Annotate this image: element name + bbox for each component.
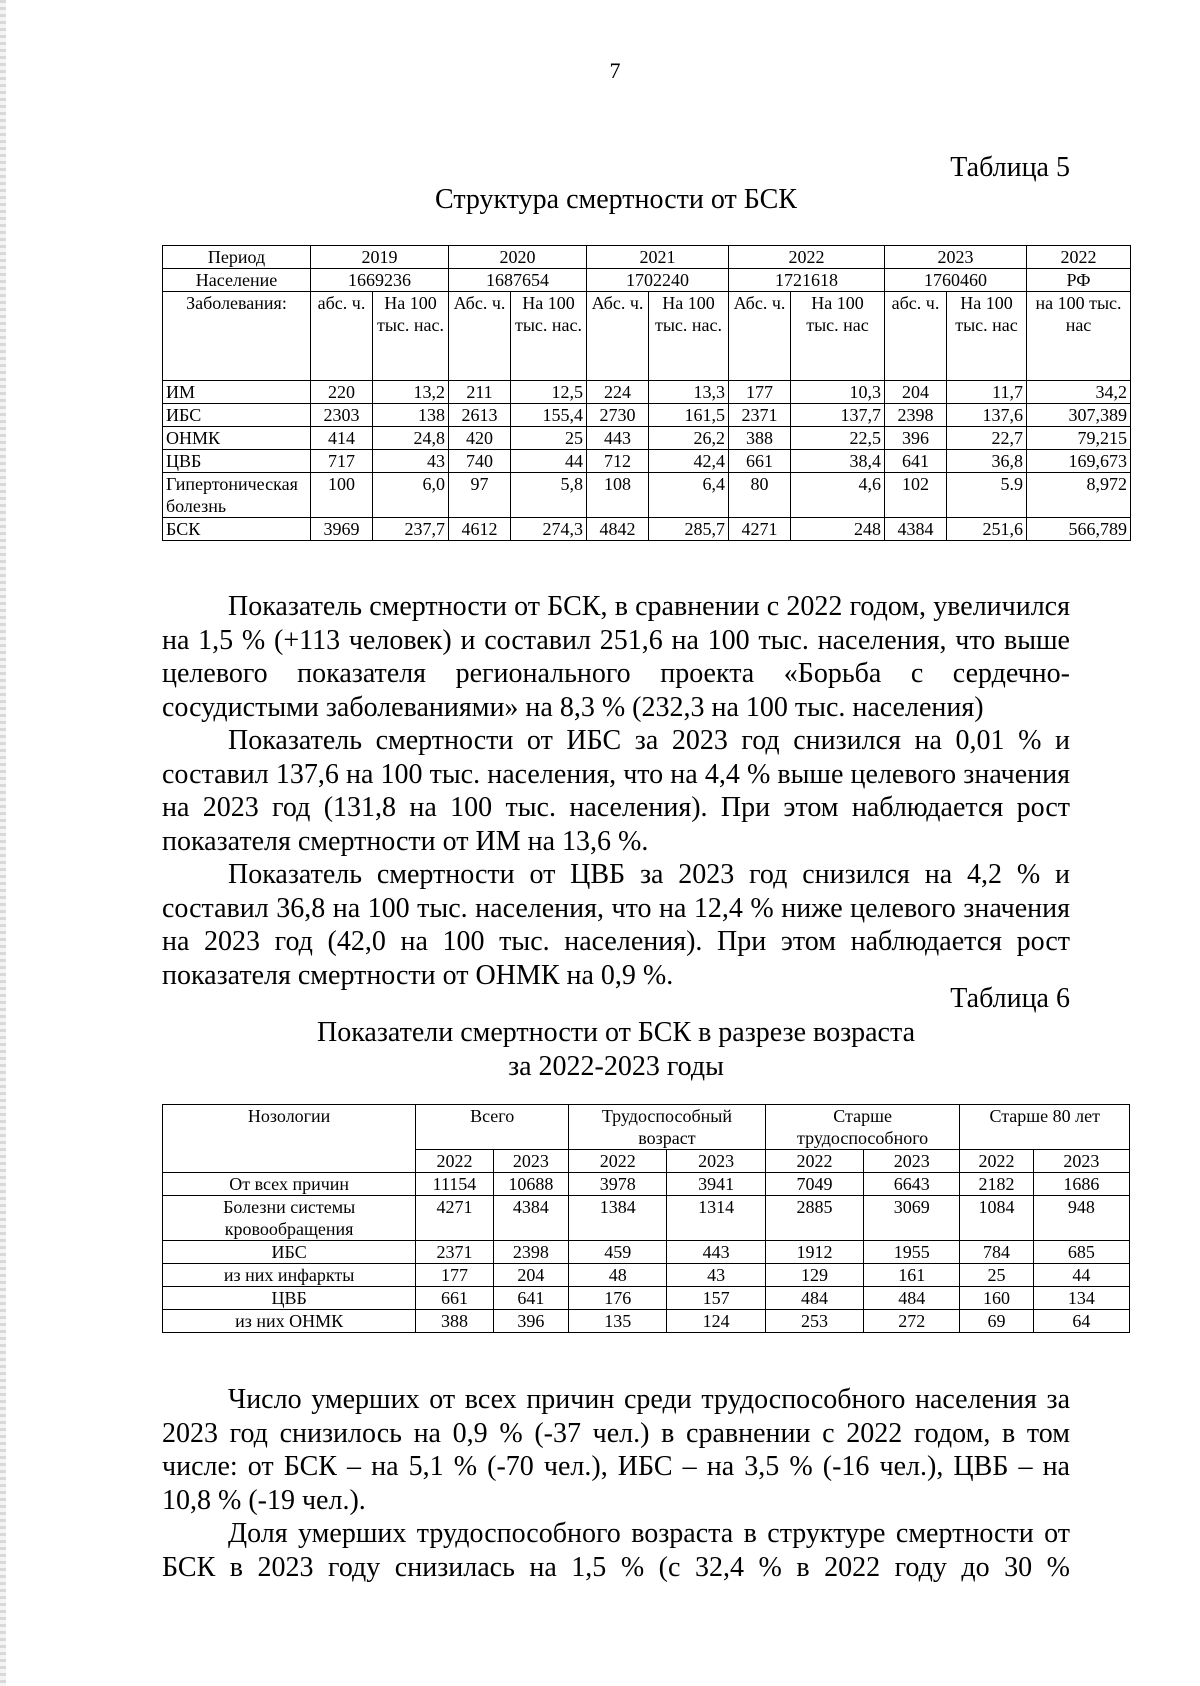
value-cell: 4,6: [791, 473, 885, 518]
paragraph: Число умерших от всех причин среди трудоспособного населения за 2023 год снизилось на 0,9 % (-37 чел.) в сравнении с 2022 годом, в том числе: от БСК – на 5,1 % (-70 чел.), ИБС – на 3,5 % (-16 чел.), ЦВБ – на 10,8 % (-19 чел.).: [162, 1384, 1070, 1516]
text-block-1: [162, 590, 1070, 992]
value-cell: 4271: [729, 518, 791, 541]
table6-row: [163, 1241, 1130, 1264]
value-cell: 155,4: [511, 404, 587, 427]
value-cell: 3969: [311, 518, 373, 541]
year-header: 2022: [960, 1150, 1033, 1173]
value-cell: 161: [864, 1264, 960, 1287]
table6-caption: Таблица 6: [950, 983, 1070, 1014]
table5-year-row: [163, 246, 1131, 269]
table6-row: [163, 1287, 1130, 1310]
rate-header: На 100 тыс. нас: [947, 292, 1027, 381]
value-cell: 641: [493, 1287, 568, 1310]
value-cell: 44: [1033, 1264, 1129, 1287]
value-cell: 48: [569, 1264, 667, 1287]
year-header: 2023: [864, 1150, 960, 1173]
table6-row: [163, 1196, 1130, 1241]
abs-header: абс. ч.: [885, 292, 947, 381]
value-cell: 5.9: [947, 473, 1027, 518]
value-cell: 43: [373, 450, 449, 473]
value-cell: 2371: [729, 404, 791, 427]
value-cell: 13,2: [373, 381, 449, 404]
group-header: Всего: [416, 1105, 569, 1150]
table6-row: [163, 1264, 1130, 1287]
value-cell: 5,8: [511, 473, 587, 518]
value-cell: 79,215: [1027, 427, 1131, 450]
value-cell: 38,4: [791, 450, 885, 473]
value-cell: 2303: [311, 404, 373, 427]
abs-header: Абс. ч.: [729, 292, 791, 381]
value-cell: 948: [1033, 1196, 1129, 1241]
rate-header: На 100 тыс. нас: [791, 292, 885, 381]
nosology-name: ЦВБ: [163, 1287, 416, 1310]
value-cell: 2730: [587, 404, 649, 427]
value-cell: 160: [960, 1287, 1033, 1310]
value-cell: 253: [765, 1310, 863, 1333]
disease-name: ЦВБ: [163, 450, 311, 473]
value-cell: 36,8: [947, 450, 1027, 473]
value-cell: 484: [864, 1287, 960, 1310]
value-cell: 211: [449, 381, 511, 404]
value-cell: 44: [511, 450, 587, 473]
paragraph: Показатель смертности от ИБС за 2023 год снизился на 0,01 % и составил 137,6 на 100 тыс. населения, что на 4,4 % выше целевого значения на 2023 год (131,8 на 100 тыс. населения). При этом наблюдается рост показателя смертности от ИМ на 13,6 %.: [162, 725, 1070, 857]
value-cell: 12,5: [511, 381, 587, 404]
value-cell: 43: [667, 1264, 765, 1287]
disease-name: Гипертоническая болезнь: [163, 473, 311, 518]
rate-header: На 100 тыс. нас.: [511, 292, 587, 381]
value-cell: 157: [667, 1287, 765, 1310]
value-cell: 784: [960, 1241, 1033, 1264]
value-cell: 1314: [667, 1196, 765, 1241]
table5-row: [163, 518, 1131, 541]
value-cell: 248: [791, 518, 885, 541]
value-cell: 388: [729, 427, 791, 450]
value-cell: 220: [311, 381, 373, 404]
value-cell: 740: [449, 450, 511, 473]
value-cell: 102: [885, 473, 947, 518]
value-cell: 134: [1033, 1287, 1129, 1310]
value-cell: 13,3: [649, 381, 729, 404]
table5-row: [163, 381, 1131, 404]
table6-title-line2: за 2022-2023 годы: [508, 1051, 724, 1082]
year-header: 2023: [493, 1150, 568, 1173]
value-cell: 177: [729, 381, 791, 404]
value-cell: 4271: [416, 1196, 493, 1241]
value-cell: 124: [667, 1310, 765, 1333]
value-cell: 22,7: [947, 427, 1027, 450]
text-block-2: [162, 1383, 1070, 1584]
value-cell: 2398: [885, 404, 947, 427]
value-cell: 661: [416, 1287, 493, 1310]
value-cell: 566,789: [1027, 518, 1131, 541]
value-cell: 251,6: [947, 518, 1027, 541]
paragraph: Показатель смертности от ЦВБ за 2023 год снизился на 4,2 % и составил 36,8 на 100 тыс. населения, что на 12,4 % ниже целевого значения на 2023 год (42,0 на 100 тыс. населения). При этом наблюдается рост показателя смертности от ОНМК на 0,9 %.: [162, 859, 1070, 991]
value-cell: 396: [493, 1310, 568, 1333]
scan-edge: [0, 0, 6, 1686]
value-cell: 712: [587, 450, 649, 473]
value-cell: 237,7: [373, 518, 449, 541]
table5-row: [163, 404, 1131, 427]
disease-name: БСК: [163, 518, 311, 541]
value-cell: 80: [729, 473, 791, 518]
value-cell: 1384: [569, 1196, 667, 1241]
group-header: Старше 80 лет: [960, 1105, 1130, 1150]
table6-row: [163, 1173, 1130, 1196]
value-cell: 459: [569, 1241, 667, 1264]
nosology-name: ИБС: [163, 1241, 416, 1264]
value-cell: 25: [511, 427, 587, 450]
value-cell: 161,5: [649, 404, 729, 427]
value-cell: 24,8: [373, 427, 449, 450]
disease-name: ИБС: [163, 404, 311, 427]
rf-rate-header: на 100 тыс. нас: [1027, 292, 1131, 381]
value-cell: 204: [493, 1264, 568, 1287]
value-cell: 484: [765, 1287, 863, 1310]
nosology-name: Болезни системы кровообращения: [163, 1196, 416, 1241]
value-cell: 685: [1033, 1241, 1129, 1264]
nosology-name: из них ОНМК: [163, 1310, 416, 1333]
value-cell: 420: [449, 427, 511, 450]
nosology-name: От всех причин: [163, 1173, 416, 1196]
disease-name: ОНМК: [163, 427, 311, 450]
value-cell: 3069: [864, 1196, 960, 1241]
value-cell: 274,3: [511, 518, 587, 541]
value-cell: 641: [885, 450, 947, 473]
paragraph: Доля умерших трудоспособного возраста в структуре смертности от БСК в 2023 году снизилась на 1,5 % (с 32,4 % в 2022 году до 30 %: [162, 1518, 1070, 1583]
abs-header: абс. ч.: [311, 292, 373, 381]
value-cell: 4842: [587, 518, 649, 541]
table6-title: [162, 1016, 1070, 1084]
value-cell: 2613: [449, 404, 511, 427]
value-cell: 6,0: [373, 473, 449, 518]
year-header: 2023: [1033, 1150, 1129, 1173]
value-cell: 443: [587, 427, 649, 450]
nosology-name: из них инфаркты: [163, 1264, 416, 1287]
value-cell: 34,2: [1027, 381, 1131, 404]
value-cell: 396: [885, 427, 947, 450]
value-cell: 307,389: [1027, 404, 1131, 427]
value-cell: 26,2: [649, 427, 729, 450]
value-cell: 129: [765, 1264, 863, 1287]
value-cell: 6643: [864, 1173, 960, 1196]
nosology-label: Нозологии: [163, 1105, 416, 1173]
page-number: 7: [609, 58, 621, 83]
value-cell: 8,972: [1027, 473, 1131, 518]
table5-row: [163, 473, 1131, 518]
table6-group-row: [163, 1105, 1130, 1150]
population-value: 1760460: [885, 269, 1027, 292]
group-header: Трудоспособный возраст: [569, 1105, 766, 1150]
value-cell: 204: [885, 381, 947, 404]
abs-header: Абс. ч.: [449, 292, 511, 381]
table5-title: Структура смертности от БСК: [435, 184, 797, 215]
value-cell: 108: [587, 473, 649, 518]
value-cell: 97: [449, 473, 511, 518]
value-cell: 7049: [765, 1173, 863, 1196]
value-cell: 11,7: [947, 381, 1027, 404]
table5: [162, 245, 1131, 541]
value-cell: 2182: [960, 1173, 1033, 1196]
value-cell: 135: [569, 1310, 667, 1333]
value-cell: 661: [729, 450, 791, 473]
table6: [162, 1104, 1130, 1333]
year-header: 2022: [765, 1150, 863, 1173]
value-cell: 100: [311, 473, 373, 518]
value-cell: 138: [373, 404, 449, 427]
population-value: 1669236: [311, 269, 449, 292]
value-cell: 3978: [569, 1173, 667, 1196]
value-cell: 11154: [416, 1173, 493, 1196]
value-cell: 10,3: [791, 381, 885, 404]
value-cell: 10688: [493, 1173, 568, 1196]
year-header: 2022: [729, 246, 885, 269]
table5-row: [163, 427, 1131, 450]
year-header: 2023: [667, 1150, 765, 1173]
value-cell: 176: [569, 1287, 667, 1310]
value-cell: 177: [416, 1264, 493, 1287]
population-value: 1721618: [729, 269, 885, 292]
table6-title-line1: Показатели смертности от БСК в разрезе возраста: [316, 1017, 915, 1048]
year-header: 2020: [449, 246, 587, 269]
disease-name: ИМ: [163, 381, 311, 404]
rf-year-header: 2022: [1027, 246, 1131, 269]
population-value: 1702240: [587, 269, 729, 292]
value-cell: 25: [960, 1264, 1033, 1287]
value-cell: 69: [960, 1310, 1033, 1333]
year-header: 2022: [416, 1150, 493, 1173]
year-header: 2019: [311, 246, 449, 269]
value-cell: 169,673: [1027, 450, 1131, 473]
value-cell: 1912: [765, 1241, 863, 1264]
paragraph: Показатель смертности от БСК, в сравнении с 2022 годом, увеличился на 1,5 % (+113 человек) и составил 251,6 на 100 тыс. населения, что выше целевого показателя регионального проекта «Борьба с сердечно-сосудистыми заболеваниями» на 8,3 % (232,3 на 100 тыс. населения): [162, 591, 1070, 723]
rate-header: На 100 тыс. нас.: [649, 292, 729, 381]
table5-population-row: [163, 269, 1131, 292]
table5-row: [163, 450, 1131, 473]
value-cell: 137,6: [947, 404, 1027, 427]
value-cell: 1084: [960, 1196, 1033, 1241]
table6-row: [163, 1310, 1130, 1333]
value-cell: 272: [864, 1310, 960, 1333]
population-label: Население: [163, 269, 311, 292]
value-cell: 3941: [667, 1173, 765, 1196]
population-value: 1687654: [449, 269, 587, 292]
abs-header: Абс. ч.: [587, 292, 649, 381]
value-cell: 443: [667, 1241, 765, 1264]
value-cell: 224: [587, 381, 649, 404]
value-cell: 1955: [864, 1241, 960, 1264]
value-cell: 285,7: [649, 518, 729, 541]
value-cell: 22,5: [791, 427, 885, 450]
value-cell: 2398: [493, 1241, 568, 1264]
value-cell: 6,4: [649, 473, 729, 518]
rf-label: РФ: [1027, 269, 1131, 292]
value-cell: 2885: [765, 1196, 863, 1241]
value-cell: 4612: [449, 518, 511, 541]
value-cell: 64: [1033, 1310, 1129, 1333]
year-header: 2023: [885, 246, 1027, 269]
value-cell: 2371: [416, 1241, 493, 1264]
table5-subheader-row: [163, 292, 1131, 381]
group-header: Старше трудоспособного: [765, 1105, 960, 1150]
table5-caption: Таблица 5: [950, 152, 1070, 183]
value-cell: 137,7: [791, 404, 885, 427]
value-cell: 4384: [493, 1196, 568, 1241]
value-cell: 4384: [885, 518, 947, 541]
disease-label: Заболевания:: [163, 292, 311, 381]
value-cell: 717: [311, 450, 373, 473]
rate-header: На 100 тыс. нас.: [373, 292, 449, 381]
year-header: 2022: [569, 1150, 667, 1173]
value-cell: 42,4: [649, 450, 729, 473]
value-cell: 1686: [1033, 1173, 1129, 1196]
year-header: 2021: [587, 246, 729, 269]
value-cell: 414: [311, 427, 373, 450]
value-cell: 388: [416, 1310, 493, 1333]
period-label: Период: [163, 246, 311, 269]
